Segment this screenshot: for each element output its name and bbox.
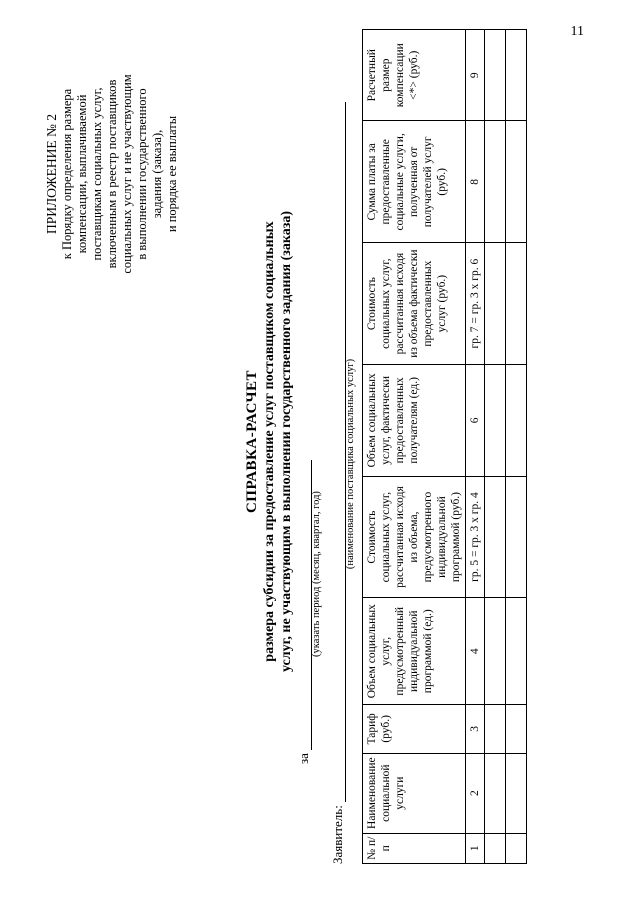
- appendix-line: поставщикам социальных услуг,: [90, 87, 104, 261]
- applicant-hint: (наименование поставщика социальных услуг): [345, 358, 356, 570]
- appendix-line: компенсации, выплачиваемой: [75, 94, 89, 254]
- applicant-field: [330, 44, 356, 864]
- column-number: 2: [466, 753, 485, 833]
- column-number: 9: [466, 30, 485, 121]
- column-header: Расчетный размер компенсации <*> (руб.): [363, 30, 466, 121]
- table-cell: [506, 243, 527, 365]
- document-header: [244, 19, 295, 864]
- column-number: 4: [466, 598, 485, 705]
- appendix-line: и порядка ее выплаты: [165, 115, 179, 233]
- table-cell: [485, 833, 506, 863]
- column-number: 3: [466, 705, 485, 754]
- table-cell: [506, 753, 527, 833]
- table-cell: [485, 365, 506, 477]
- table-cell: [506, 30, 527, 121]
- appendix-line: задания (заказа),: [150, 129, 164, 219]
- period-field: [296, 244, 322, 764]
- appendix-line: социальных услуг и не участвующим: [120, 74, 134, 274]
- applicant-label: Заявитель:: [330, 805, 345, 864]
- table-cell: [485, 30, 506, 121]
- column-header: № п/п: [363, 833, 466, 863]
- appendix-line: в выполнении государственного: [135, 88, 149, 260]
- calculation-table: [362, 29, 527, 864]
- column-header: Сумма платы за предоставленные социальные услуги, полученная от получателей услуг (руб.): [363, 121, 466, 243]
- table-row: [506, 30, 527, 864]
- column-header: Объем социальных услуг, предусмотренный индивидуальной программой (ед.): [363, 598, 466, 705]
- appendix-line: включенным в реестр поставщиков: [105, 79, 119, 269]
- column-number-row: [466, 30, 485, 864]
- table-cell: [506, 833, 527, 863]
- period-prefix: за: [296, 753, 311, 764]
- table-cell: [506, 598, 527, 705]
- column-header: Объем социальных услуг, фактически предоставленных получателям (ед.): [363, 365, 466, 477]
- table-cell: [485, 121, 506, 243]
- page-number: 11: [570, 24, 584, 39]
- table-cell: [506, 121, 527, 243]
- column-number: гр. 7 = гр. 3 х гр. 6: [466, 243, 485, 365]
- column-number: гр. 5 = гр. 3 х гр. 4: [466, 476, 485, 598]
- table-header-row: [363, 30, 466, 864]
- document-subtitle-line-2: услуг, не участвующим в выполнении государственного задания (заказа): [279, 210, 294, 673]
- document-subtitle-line-1: размера субсидии за предоставление услуг поставщиком социальных: [262, 221, 277, 662]
- rotated-page-content: [44, 19, 604, 864]
- column-number: 1: [466, 833, 485, 863]
- table-cell: [485, 243, 506, 365]
- column-number: 8: [466, 121, 485, 243]
- column-header: Наименование социальной услуги: [363, 753, 466, 833]
- table-cell: [506, 705, 527, 754]
- table-cell: [506, 365, 527, 477]
- table-cell: [485, 705, 506, 754]
- period-hint: (указать период (месяц, квартал, год): [311, 491, 322, 657]
- document-title: СПРАВКА-РАСЧЕТ: [244, 369, 260, 514]
- appendix-title: ПРИЛОЖЕНИЕ № 2: [44, 113, 59, 235]
- column-number: 6: [466, 365, 485, 477]
- table-row: [485, 30, 506, 864]
- table-cell: [506, 476, 527, 598]
- appendix-line: к Порядку определения размера: [60, 88, 74, 260]
- column-header: Стоимость социальных услуг, рассчитанная исходя из объема фактически предоставленных услуг (руб.): [363, 243, 466, 365]
- table-cell: [485, 753, 506, 833]
- appendix-block: [44, 24, 180, 324]
- table-cell: [485, 476, 506, 598]
- column-header: Тариф (руб.): [363, 705, 466, 754]
- column-header: Стоимость социальных услуг, рассчитанная исходя из объема, предусмотренного индивидуальной программой (руб.): [363, 476, 466, 598]
- table-cell: [485, 598, 506, 705]
